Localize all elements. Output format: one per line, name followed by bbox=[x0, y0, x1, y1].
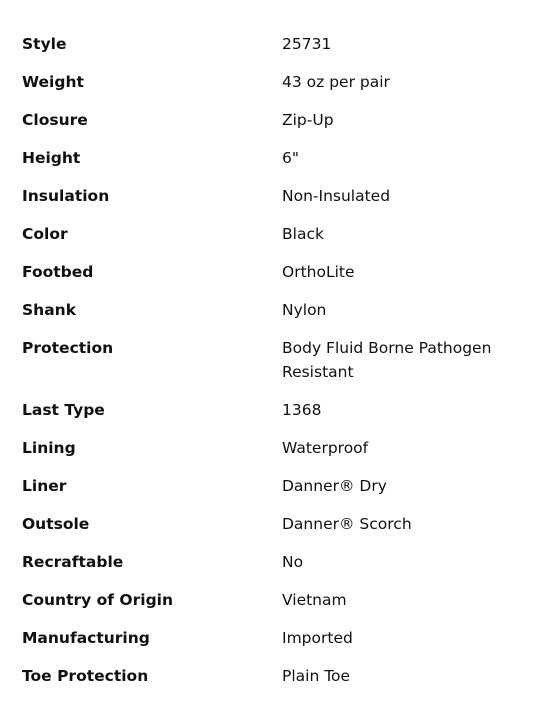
spec-value: 43 oz per pair bbox=[282, 73, 390, 91]
spec-row-recraftable bbox=[22, 550, 522, 588]
spec-value: Imported bbox=[282, 629, 353, 647]
spec-row-last-type bbox=[22, 398, 522, 436]
spec-label: Liner bbox=[22, 477, 67, 495]
spec-row-shank bbox=[22, 298, 522, 336]
spec-row-country-of-origin bbox=[22, 588, 522, 626]
spec-label: Protection bbox=[22, 339, 114, 357]
spec-value: 25731 bbox=[282, 35, 332, 53]
spec-label: Lining bbox=[22, 439, 76, 457]
spec-row-height bbox=[22, 146, 522, 184]
spec-value: Danner® Dry bbox=[282, 477, 387, 495]
spec-value: Body Fluid Borne Pathogen Resistant bbox=[282, 339, 492, 381]
spec-row-toe-protection bbox=[22, 664, 522, 702]
spec-row-lining bbox=[22, 436, 522, 474]
spec-value: No bbox=[282, 553, 304, 571]
spec-row-manufacturing bbox=[22, 626, 522, 664]
spec-value: Non-Insulated bbox=[282, 187, 391, 205]
spec-value: 1368 bbox=[282, 401, 322, 419]
spec-table bbox=[22, 32, 522, 702]
spec-label: Outsole bbox=[22, 515, 90, 533]
spec-value: Nylon bbox=[282, 301, 327, 319]
spec-label: Recraftable bbox=[22, 553, 124, 571]
spec-row-weight bbox=[22, 70, 522, 108]
spec-value: Black bbox=[282, 225, 324, 243]
spec-label: Shank bbox=[22, 301, 77, 319]
spec-label: Last Type bbox=[22, 401, 105, 419]
spec-value: Danner® Scorch bbox=[282, 515, 412, 533]
spec-label: Height bbox=[22, 149, 81, 167]
spec-value: Vietnam bbox=[282, 591, 347, 609]
spec-label: Toe Protection bbox=[22, 667, 149, 685]
spec-row-liner bbox=[22, 474, 522, 512]
spec-label: Closure bbox=[22, 111, 88, 129]
spec-row-footbed bbox=[22, 260, 522, 298]
spec-row-style bbox=[22, 32, 522, 70]
spec-label: Footbed bbox=[22, 263, 94, 281]
spec-value: Zip-Up bbox=[282, 111, 334, 129]
spec-label: Style bbox=[22, 35, 67, 53]
spec-label: Weight bbox=[22, 73, 84, 91]
spec-row-color bbox=[22, 222, 522, 260]
spec-value: 6" bbox=[282, 149, 299, 167]
spec-row-closure bbox=[22, 108, 522, 146]
spec-label: Manufacturing bbox=[22, 629, 150, 647]
spec-value: OrthoLite bbox=[282, 263, 355, 281]
spec-value: Plain Toe bbox=[282, 667, 351, 685]
spec-row-protection bbox=[22, 336, 522, 398]
spec-label: Color bbox=[22, 225, 68, 243]
spec-row-insulation bbox=[22, 184, 522, 222]
spec-label: Insulation bbox=[22, 187, 110, 205]
spec-value: Waterproof bbox=[282, 439, 369, 457]
spec-label: Country of Origin bbox=[22, 591, 174, 609]
spec-row-outsole bbox=[22, 512, 522, 550]
